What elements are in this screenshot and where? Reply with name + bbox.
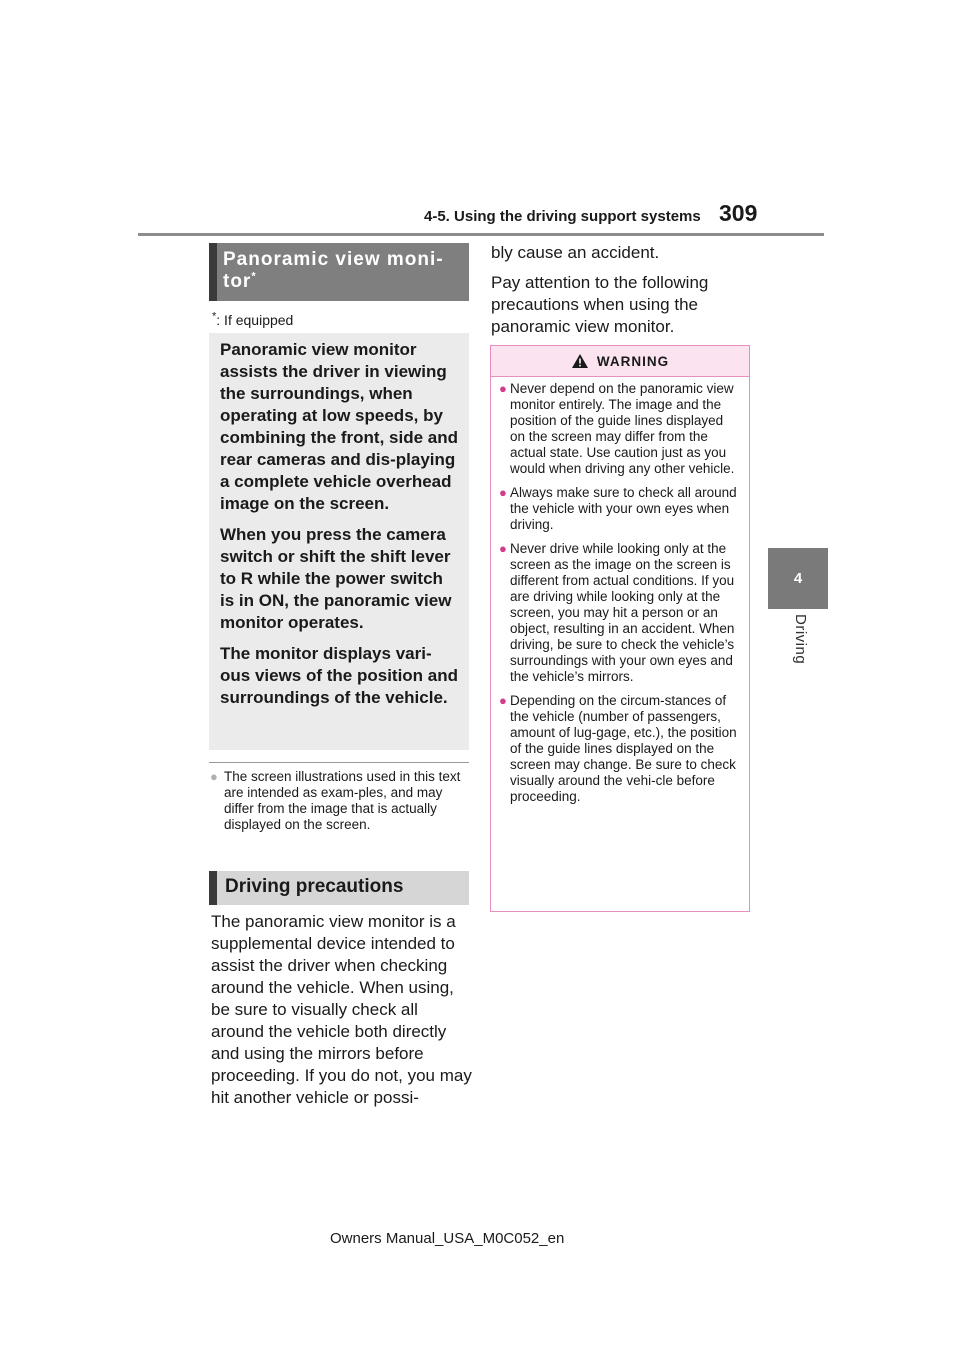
intro-paragraph: The monitor displays vari-ous views of the position and surroundings of the vehicle. xyxy=(220,644,459,707)
body-paragraph: Pay attention to the following precautions when using the panoramic view monitor. xyxy=(491,273,709,336)
body-paragraph: The panoramic view monitor is a supplemental device intended to assist the driver when checking around the vehicle. When using, be sure to visually check all around the vehicle both directly and using the mirrors before proceeding. If you do not, you may hit another vehicle or possi- xyxy=(211,912,472,1107)
warning-item xyxy=(499,381,741,477)
body-continuation: bly cause an accident. xyxy=(491,243,660,262)
intro-summary-box xyxy=(209,333,469,750)
warning-item xyxy=(499,485,741,533)
chapter-tab xyxy=(768,548,828,609)
bullet-icon: ● xyxy=(499,541,507,556)
warning-item-text: Depending on the circum-stances of the vehicle (number of passengers, amount of lug-gage, etc.), the position of the guide lines displayed on the screen may change. Be sure to check visually around the vehi-cle before proceeding. xyxy=(510,693,737,804)
footnote-text: : If equipped xyxy=(216,312,294,328)
warning-triangle-icon xyxy=(571,353,589,369)
warning-label: WARNING xyxy=(596,353,670,369)
bullet-icon: ● xyxy=(499,693,507,708)
note-text: The screen illustrations used in this text are intended as exam-ples, and may differ from the image that is actually displayed on the screen. xyxy=(224,769,461,832)
footnote-if-equipped xyxy=(212,312,293,328)
intro-paragraph: Panoramic view monitor assists the driver in viewing the surroundings, when operating at low speeds, by combining the front, side and rear cameras and dis-playing a complete vehicle overhead image on the screen. xyxy=(220,340,458,513)
heading-text: Driving precautions xyxy=(225,876,404,897)
section-heading-driving-precautions xyxy=(209,871,469,905)
header-divider xyxy=(138,233,824,236)
warning-item xyxy=(499,693,741,805)
bullet-icon: ● xyxy=(499,485,507,500)
warning-item-text: Always make sure to check all around the vehicle with your own eyes when driving. xyxy=(510,485,737,532)
warning-item-text: Never depend on the panoramic view monitor entirely. The image and the position of the guide lines displayed on the screen may differ from the actual state. Use caution just as you would when driving any other vehicle. xyxy=(510,381,735,476)
chapter-number: 4 xyxy=(793,570,803,587)
screen-illustration-note xyxy=(210,769,468,833)
chapter-label: Driving xyxy=(792,614,809,665)
body-column-right xyxy=(491,242,751,346)
warning-item-text: Never drive while looking only at the screen as the image on the screen is different from actual conditions. If you are driving while looking only at the screen, you may hit a person or an object, resulting in an accident. When driving, be sure to check the vehicle’s surroundings with your own eyes and the vehicle’s mirrors. xyxy=(510,541,735,684)
heading-line-2: tor xyxy=(223,271,252,292)
section-heading-panoramic-view-monitor xyxy=(209,243,469,301)
intro-paragraph: When you press the camera switch or shift the shift lever to R while the power switch is in ON, the panoramic view monitor operates. xyxy=(220,525,452,632)
warning-box xyxy=(490,345,750,912)
bullet-icon: ● xyxy=(499,381,507,396)
note-divider xyxy=(209,762,469,763)
page-number: 309 xyxy=(719,200,758,226)
heading-line-1: Panoramic view moni- xyxy=(223,249,444,270)
bullet-icon: ● xyxy=(210,769,218,784)
running-header-title: 4-5. Using the driving support systems xyxy=(424,208,701,225)
warning-item xyxy=(499,541,741,685)
footnote-asterisk: * xyxy=(212,310,217,323)
warning-list xyxy=(491,377,749,805)
body-column-left xyxy=(211,911,473,1109)
heading-asterisk: * xyxy=(251,270,257,283)
warning-header xyxy=(491,346,749,377)
footer-manual-id: Owners Manual_USA_M0C052_en xyxy=(330,1230,565,1247)
